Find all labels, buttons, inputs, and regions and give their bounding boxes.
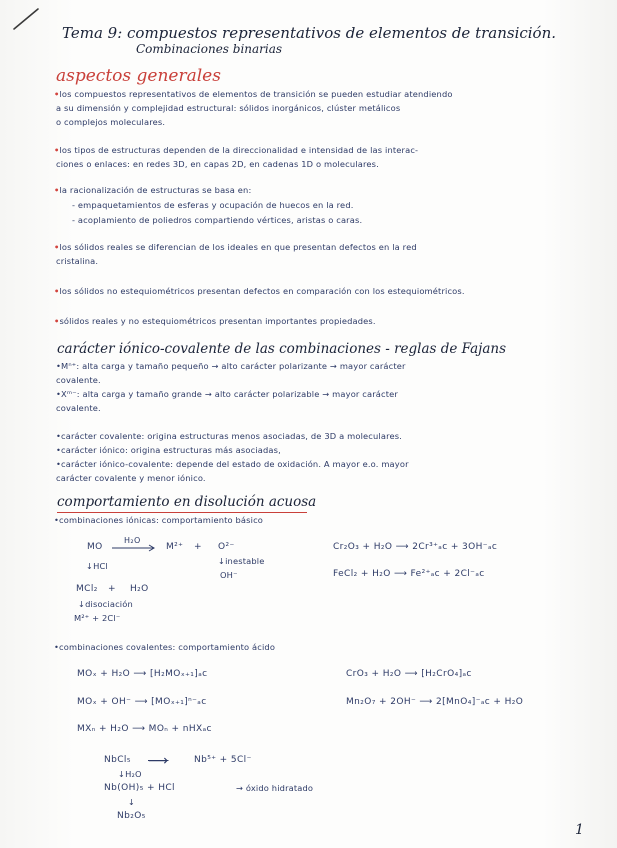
covalent-eq-1: MOₓ + H₂O ⟶ [H₂MOₓ₊₁]ₐc [77, 669, 208, 679]
bullet-5-line-1: •los sólidos no estequiométricos presentan defectos en comparación con los estequiométricos. [54, 286, 465, 296]
nb-ions: Nb⁵⁺ + 5Cl⁻ [194, 755, 252, 765]
bullet-3-line-3: - acoplamiento de poliedros compartiendo vértices, aristas o caras. [72, 215, 363, 225]
ionic-o2minus: O²⁻ [218, 542, 235, 552]
fajans-line-2: covalente. [56, 375, 101, 385]
section-heading-aspectos: aspectos generales [56, 66, 221, 86]
fajans-line-6: •carácter iónico: origina estructuras más asociadas, [56, 445, 281, 455]
section-heading-fajans: carácter iónico-covalente de las combinaciones - reglas de Fajans [57, 341, 507, 357]
ionic-example-1: Cr₂O₃ + H₂O ⟶ 2Cr³⁺ₐc + 3OH⁻ₐc [333, 542, 498, 552]
covalent-eq-3: MXₙ + H₂O ⟶ MOₙ + nHXₐc [77, 724, 212, 734]
nb-down-arrow: ↓ [128, 797, 136, 807]
nb-oxido-note: → óxido hidratado [236, 783, 314, 793]
fajans-line-5: •carácter covalente: origina estructuras menos asociadas, de 3D a moleculares. [56, 431, 402, 441]
ionic-oh: OH⁻ [220, 570, 238, 580]
nb-crossed-arrow: ⟶ [148, 753, 169, 769]
ionic-plus: + [194, 542, 202, 552]
ionic-h2o: H₂O [130, 584, 149, 594]
fajans-line-8: carácter covalente y menor iónico. [56, 473, 206, 483]
nb-nbcl5: NbCl₅ [104, 755, 131, 765]
covalent-example-1: CrO₃ + H₂O ⟶ [H₂CrO₄]ₐc [346, 669, 472, 679]
section-heading-disolucion: comportamiento en disolución acuosa [57, 494, 317, 510]
fajans-line-3: •Xᵐ⁻: alta carga y tamaño grande → alto carácter polarizable → mayor carácter [56, 389, 398, 399]
page-number: 1 [575, 822, 584, 838]
ionic-hcl-arrow: ↓HCl [86, 561, 108, 571]
bullet-1-line-2: a su dimensión y complejidad estructural: sólidos inorgánicos, clúster metálicos [56, 103, 401, 113]
ionic-arrow [112, 544, 158, 552]
bullet-6-line-1: •sólidos reales y no estequiométricos presentan importantes propiedades. [54, 316, 376, 326]
bullet-2-line-1: •los tipos de estructuras dependen de la direccionalidad e intensidad de las interac- [54, 145, 419, 155]
bullet-1-line-1: •los compuestos representativos de elementos de transición se pueden estudiar atendiendo [54, 89, 453, 99]
pen-stroke-mark [12, 5, 42, 35]
heading-underline [57, 512, 307, 513]
page-title: Tema 9: compuestos representativos de elementos de transición. [62, 24, 557, 42]
covalent-label: •combinaciones covalentes: comportamiento ácido [54, 642, 276, 652]
ionic-disociacion: ↓disociación [78, 599, 133, 609]
nb-nb2o5: Nb₂O₅ [117, 811, 146, 821]
covalent-example-2: Mn₂O₇ + 2OH⁻ ⟶ 2[MnO₄]⁻ₐc + H₂O [346, 697, 524, 707]
ionic-products: M²⁺ + 2Cl⁻ [74, 613, 121, 623]
ionic-mcl2: MCl₂ [76, 584, 98, 594]
fajans-line-4: covalente. [56, 403, 101, 413]
ionic-inestable: ↓inestable [218, 556, 265, 566]
nb-h2o-arrow: ↓H₂O [118, 769, 142, 779]
bullet-3-line-2: - empaquetamientos de esferas y ocupación de huecos en la red. [72, 200, 354, 210]
fajans-line-1: •Mⁿ⁺: alta carga y tamaño pequeño → alto carácter polarizante → mayor carácter [56, 361, 406, 371]
ionic-label: •combinaciones iónicas: comportamiento básico [54, 515, 264, 525]
covalent-eq-2: MOₓ + OH⁻ ⟶ [MOₓ₊₁]ⁿ⁻ₐc [77, 697, 207, 707]
bullet-4-line-2: cristalina. [56, 256, 99, 266]
nb-hydroxide: Nb(OH)₅ + HCl [104, 783, 175, 793]
bullet-3-line-1: •la racionalización de estructuras se basa en: [54, 185, 252, 195]
bullet-4-line-1: •los sólidos reales se diferencian de los ideales en que presentan defectos en la red [54, 242, 417, 252]
ionic-example-2: FeCl₂ + H₂O ⟶ Fe²⁺ₐc + 2Cl⁻ₐc [333, 569, 485, 579]
bullet-1-line-3: o complejos moleculares. [56, 117, 166, 127]
page-subtitle: Combinaciones binarias [136, 42, 283, 56]
bullet-2-line-2: ciones o enlaces: en redes 3D, en capas 2D, en cadenas 1D o moleculares. [56, 159, 379, 169]
ionic-mo: MO [87, 542, 103, 552]
fajans-line-7: •carácter iónico-covalente: depende del estado de oxidación. A mayor e.o. mayor [56, 459, 409, 469]
ionic-plus-2: + [108, 584, 116, 594]
ionic-m2plus: M²⁺ [166, 542, 184, 552]
ionic-h2o-over-arrow: H₂O [124, 536, 141, 545]
